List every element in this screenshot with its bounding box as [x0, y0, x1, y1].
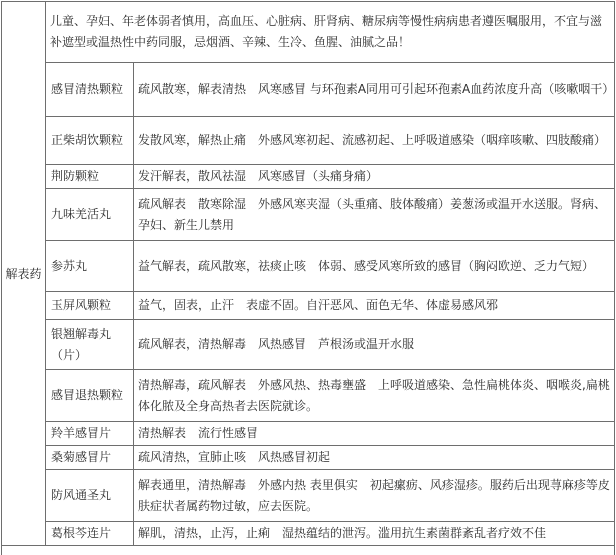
drug-name: 感冒退热颗粒: [46, 370, 134, 422]
drug-name: 参苏丸: [46, 241, 134, 292]
drug-table: [1, 1, 615, 555]
table-row: [2, 370, 615, 422]
drug-name: 感冒清热颗粒: [46, 63, 134, 117]
drug-description: 解表通里，清热解毒 外感内热 表里俱实 初起瘰疬、风疹湿疹。服药后出现荨麻疹等皮肤症状者属药物过敏，应去医院。: [134, 470, 615, 522]
drug-description: 发散风寒，解热止痛 外感风寒初起、流感初起、上呼吸道感染（咽痒咳嗽、四肢酸痛）: [134, 117, 615, 165]
drug-name: 玉屏风颗粒: [46, 292, 134, 320]
drug-description: 发汗解表，散风祛湿 风寒感冒（头痛身痛）: [134, 165, 615, 189]
table-row: [2, 189, 615, 241]
drug-name: 正柴胡饮颗粒: [46, 117, 134, 165]
drug-name: 银翘解毒丸（片）: [46, 320, 134, 370]
table-row: [2, 522, 615, 546]
drug-name: 九味羌活丸: [46, 189, 134, 241]
drug-name: 葛根芩连片: [46, 522, 134, 546]
drug-description: 解肌，清热，止泻，止痢 湿热蕴结的泄泻。滥用抗生素菌群紊乱者疗效不佳: [134, 522, 615, 546]
notice-cell: 儿童、孕妇、年老体弱者慎用，高血压、心脏病、肝肾病、糖尿病等慢性病病患者遵医嘱服用，不宜与滋补遮型或温热性中药同服，忌烟酒、辛辣、生冷、鱼腥、油腻之品！: [46, 2, 615, 63]
drug-description: 疏风解表 散寒除湿 外感风寒夹湿（头重痛、肢体酸痛）姜葱汤或温开水送服。肾病、孕妇、新生儿禁用: [134, 189, 615, 241]
drug-description: 疏风清热，宣肺止咳 风热感冒初起: [134, 446, 615, 470]
drug-description: 益气解表，疏风散寒，祛痰止咳 体弱、感受风寒所致的感冒（胸闷欧逆、乏力气短）: [134, 241, 615, 292]
drug-description: 益气，固表，止汗 表虚不固。自汗恶风、面色无华、体虚易感风邪: [134, 292, 615, 320]
table-row: [2, 320, 615, 370]
drug-name: 荆防颗粒: [46, 165, 134, 189]
drug-name: 防风通圣丸: [46, 470, 134, 522]
drug-name: 桑菊感冒片: [46, 446, 134, 470]
table-row: [2, 470, 615, 522]
notice-row: [2, 2, 615, 63]
table-row: [2, 241, 615, 292]
drug-description: 清热解表 流行性感冒: [134, 422, 615, 446]
drug-description: 疏风解表，清热解毒 风热感冒 芦根汤或温开水服: [134, 320, 615, 370]
drug-description: 清热解毒，疏风解表 外感风热、热毒壅盛 上呼吸道感染、急性扁桃体炎、咽喉炎,扁桃体化脓及全身高热者去医院就诊。: [134, 370, 615, 422]
table-row: [2, 422, 615, 446]
table-row: [2, 63, 615, 117]
drug-description: 疏风散寒，解表清热 风寒感冒 与环孢素A同用可引起环孢素A血药浓度升高（咳嗽咽干）: [134, 63, 615, 117]
table-row: [2, 117, 615, 165]
spacer-cell: [2, 546, 615, 555]
table-row: [2, 165, 615, 189]
spacer-row: [2, 546, 615, 555]
drug-name: 羚羊感冒片: [46, 422, 134, 446]
category-cell: 解表药: [2, 2, 46, 546]
table-row: [2, 446, 615, 470]
table-row: [2, 292, 615, 320]
